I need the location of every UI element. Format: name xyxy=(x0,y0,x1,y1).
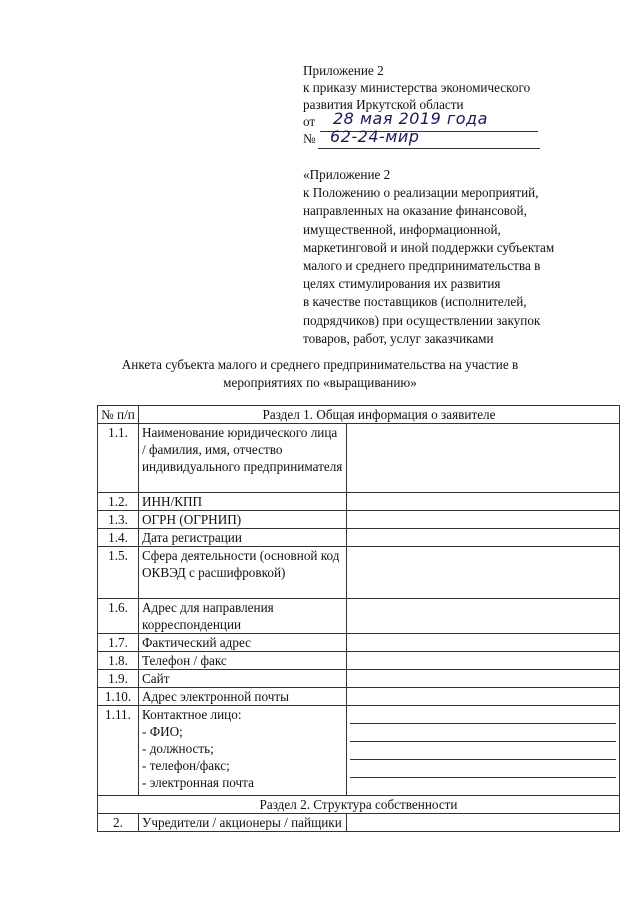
date-label: от xyxy=(303,114,316,129)
row-value-field[interactable] xyxy=(347,599,620,634)
row-num: 1.6. xyxy=(98,599,139,634)
section-2-row xyxy=(98,796,620,814)
contact-phone-field[interactable] xyxy=(350,760,616,778)
appendix-line: подрядчиков) при осуществлении закупок xyxy=(303,312,541,328)
row-label: Фактический адрес xyxy=(139,634,347,652)
row-num: 1.10. xyxy=(98,688,139,706)
appendix-line: товаров, работ, услуг заказчиками xyxy=(303,330,494,346)
form-title-line-2: мероприятиях по «выращиванию» xyxy=(223,375,417,390)
row-num: 1.3. xyxy=(98,511,139,529)
header-line-1: Приложение 2 xyxy=(303,63,384,78)
row-label: Наименование юридического лица / фамилия, имя, отчество индивидуального предпринимателя xyxy=(139,424,347,493)
number-handwritten: 62-24-мир xyxy=(330,127,420,146)
table-row xyxy=(98,688,620,706)
appendix-line: имущественной, информационной, xyxy=(303,221,501,237)
contact-title: Контактное лицо: xyxy=(142,707,242,722)
questionnaire-table xyxy=(97,405,620,832)
contact-item: - должность; xyxy=(142,741,214,756)
row-num: 1.7. xyxy=(98,634,139,652)
table-row xyxy=(98,547,620,599)
table-row xyxy=(98,634,620,652)
table-row xyxy=(98,529,620,547)
order-header xyxy=(303,62,530,113)
table-row xyxy=(98,424,620,493)
contact-label-cell xyxy=(139,706,347,796)
contact-item: - электронная почта xyxy=(142,775,254,790)
row-label: Учредители / акционеры / пайщики xyxy=(139,814,347,832)
row-num: 1.1. xyxy=(98,424,139,493)
table-row xyxy=(98,493,620,511)
contact-spacer xyxy=(350,706,616,724)
row-value-field[interactable] xyxy=(347,688,620,706)
row-value-field[interactable] xyxy=(347,547,620,599)
row-value-field[interactable] xyxy=(347,511,620,529)
appendix-line: маркетинговой и иной поддержки субъектам xyxy=(303,239,555,255)
table-row xyxy=(98,814,620,832)
appendix-line: к Положению о реализации мероприятий, xyxy=(303,185,539,201)
row-num: 1.8. xyxy=(98,652,139,670)
row-label: Дата регистрации xyxy=(139,529,347,547)
contact-position-field[interactable] xyxy=(350,742,616,760)
row-value-field[interactable] xyxy=(347,814,620,832)
row-label: ИНН/КПП xyxy=(139,493,347,511)
row-num: 1.2. xyxy=(98,493,139,511)
appendix-line: целях стимулирования их развития xyxy=(303,276,501,292)
appendix-line: направленных на оказание финансовой, xyxy=(303,203,527,219)
form-title xyxy=(60,356,580,392)
row-num: 1.5. xyxy=(98,547,139,599)
contact-item: - ФИО; xyxy=(142,724,183,739)
row-label: Сфера деятельности (основной код ОКВЭД с расшифровкой) xyxy=(139,547,347,599)
contact-email-field[interactable] xyxy=(350,778,616,795)
row-value-field[interactable] xyxy=(347,634,620,652)
appendix-line: в качестве поставщиков (исполнителей, xyxy=(303,294,527,310)
row-label: Адрес электронной почты xyxy=(139,688,347,706)
row-num: 2. xyxy=(98,814,139,832)
appendix-block xyxy=(303,166,554,348)
appendix-line: «Приложение 2 xyxy=(303,167,391,182)
row-label: Адрес для направления корреспонденции xyxy=(139,599,347,634)
appendix-line: малого и среднего предпринимательства в xyxy=(303,258,541,274)
section-2-header: Раздел 2. Структура собственности xyxy=(98,796,620,814)
form-title-line-1: Анкета субъекта малого и среднего предпринимательства на участие в xyxy=(121,357,519,372)
row-value-field[interactable] xyxy=(347,424,620,493)
table-row xyxy=(98,670,620,688)
row-value-field[interactable] xyxy=(347,493,620,511)
row-value-field[interactable] xyxy=(347,670,620,688)
row-num: 1.4. xyxy=(98,529,139,547)
row-num: 1.9. xyxy=(98,670,139,688)
row-label: ОГРН (ОГРНИП) xyxy=(139,511,347,529)
contact-value-cell xyxy=(347,706,620,796)
row-value-field[interactable] xyxy=(347,652,620,670)
row-value-field[interactable] xyxy=(347,529,620,547)
row-label: Телефон / факс xyxy=(139,652,347,670)
row-label: Сайт xyxy=(139,670,347,688)
number-label: № xyxy=(303,131,316,146)
section-1-header: Раздел 1. Общая информация о заявителе xyxy=(139,406,620,424)
table-row xyxy=(98,599,620,634)
date-handwritten: 28 мая 2019 года xyxy=(333,109,488,128)
contact-row xyxy=(98,706,620,796)
contact-item: - телефон/факс; xyxy=(142,758,230,773)
row-num: 1.11. xyxy=(98,706,139,796)
table-row xyxy=(98,511,620,529)
header-line-2: к приказу министерства экономического xyxy=(303,80,531,95)
col-num-header: № п/п xyxy=(98,406,139,424)
contact-fio-field[interactable] xyxy=(350,724,616,742)
table-header-row xyxy=(98,406,620,424)
header-line-3: развития Иркутской области xyxy=(303,97,464,112)
table-row xyxy=(98,652,620,670)
